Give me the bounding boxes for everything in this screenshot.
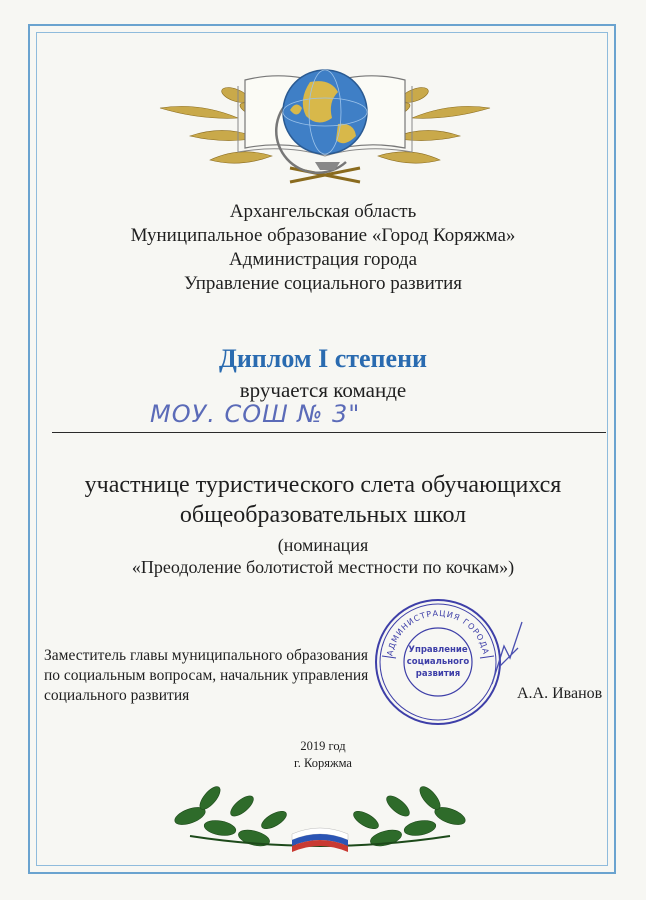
award-description xyxy=(0,470,646,578)
signatory-position-line-2: по социальным вопросам, начальник управления xyxy=(44,667,369,684)
handwritten-signature xyxy=(470,618,530,688)
issue-city: г. Коряжма xyxy=(294,756,352,770)
issuer-header xyxy=(0,200,646,296)
signatory-position-line-1: Заместитель главы муниципального образования xyxy=(44,647,369,664)
team-name-rule xyxy=(52,432,606,433)
municipality-line: Муниципальное образование «Город Коряжма» xyxy=(130,225,516,246)
signatory-name: А.А. Иванов xyxy=(517,685,603,702)
nomination-name: «Преодоление болотистой местности по кочкам») xyxy=(131,557,515,577)
stamp-ring-text: АДМИНИСТРАЦИЯ ГОРОДА xyxy=(385,608,491,657)
nomination-label: (номинация xyxy=(277,535,369,555)
administration-line: Администрация города xyxy=(228,249,417,270)
department-line: Управление социального развития xyxy=(183,273,463,294)
signatory-position-line-3: социального развития xyxy=(44,687,190,704)
issue-date-place xyxy=(0,738,646,772)
description-line-2: общеобразовательных школ xyxy=(179,502,467,528)
diploma-title: Диплом I степени xyxy=(218,344,428,373)
handwritten-team-name: МОУ. СОШ № 3" xyxy=(150,400,361,428)
awarded-to-line: вручается команде xyxy=(239,378,407,402)
book-globe-emblem xyxy=(140,40,510,190)
stamp-center-line-1: Управление xyxy=(408,645,468,655)
description-line-1: участнице туристического слета обучающихся xyxy=(84,472,562,498)
stamp-center-line-2: социального xyxy=(406,657,470,667)
stamp-center-line-3: развития xyxy=(415,669,461,679)
region-line: Архангельская область xyxy=(229,201,417,222)
laurel-flag-ornament xyxy=(170,776,470,858)
issue-year: 2019 год xyxy=(300,739,346,753)
signatory-position xyxy=(44,646,444,706)
